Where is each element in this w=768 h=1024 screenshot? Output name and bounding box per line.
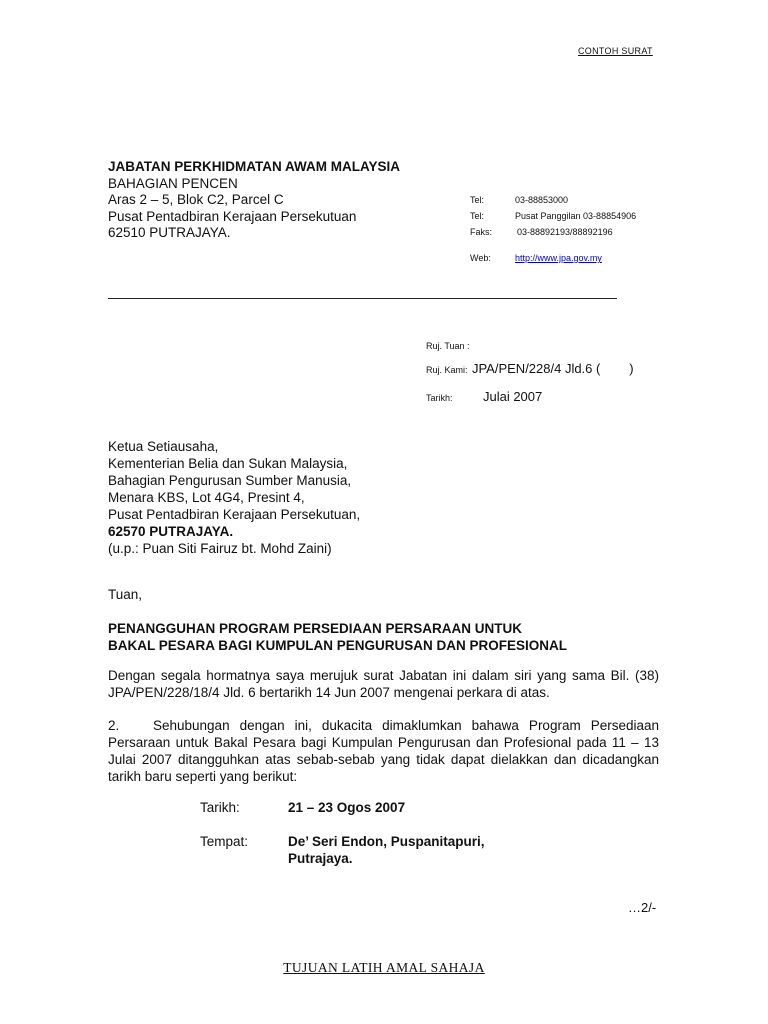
tarikh-row xyxy=(426,388,542,406)
tel-label: Tel: xyxy=(470,195,485,205)
detail-tempat-value: De’ Seri Endon, Puspanitapuri, xyxy=(288,834,485,849)
recipient-line: Menara KBS, Lot 4G4, Presint 4, xyxy=(108,490,305,505)
recipient-line: Bahagian Pengurusan Sumber Manusia, xyxy=(108,473,352,488)
organization-address xyxy=(108,159,400,242)
salutation: Tuan, xyxy=(108,587,143,602)
subject-line: PENANGGUHAN PROGRAM PERSEDIAAN PERSARAAN UNTUK xyxy=(108,621,523,636)
contact-tel-row xyxy=(470,195,568,205)
tarikh-label: Tarikh: xyxy=(426,393,453,403)
body-paragraph-1: Dengan segala hormatnya saya merujuk surat Jabatan ini dalam siri yang sama Bil. (38) JPA/PEN/228/18/4 Jld. 6 bertarikh 14 Jun 2007 mengenai perkara di atas. xyxy=(108,668,659,700)
detail-tarikh-value: 21 – 23 Ogos 2007 xyxy=(288,800,406,815)
call-centre-value: Pusat Panggilan 03-88854906 xyxy=(515,211,637,221)
tarikh-value: Julai 2007 xyxy=(482,389,543,404)
org-name: JABATAN PERKHIDMATAN AWAM MALAYSIA xyxy=(108,159,400,174)
org-address-line: 62510 PUTRAJAYA. xyxy=(108,225,231,240)
recipient-line: Pusat Pentadbiran Kerajaan Persekutuan, xyxy=(108,507,361,522)
contact-call-centre-row xyxy=(470,211,636,221)
website-link[interactable]: http://www.jpa.gov.my xyxy=(515,253,602,263)
recipient-line: Kementerian Belia dan Sukan Malaysia, xyxy=(108,456,348,471)
org-address-line: Aras 2 – 5, Blok C2, Parcel C xyxy=(108,192,284,207)
header-divider xyxy=(108,298,617,299)
recipient-address xyxy=(108,438,360,557)
body-paragraph-2 xyxy=(108,717,659,785)
contoh-surat-label: CONTOH SURAT xyxy=(578,46,653,56)
contact-web-row xyxy=(470,253,602,263)
tel-value: 03-88853000 xyxy=(515,195,569,205)
detail-tempat-value: Putrajaya. xyxy=(288,851,353,866)
recipient-postcode: 62570 PUTRAJAYA. xyxy=(108,524,234,539)
page-continuation-marker: …2/- xyxy=(628,900,657,915)
org-division: BAHAGIAN PENCEN xyxy=(108,175,238,191)
ruj-kami-value: JPA/PEN/228/4 Jld.6 ( ) xyxy=(471,361,634,376)
ruj-tuan-label: Ruj. Tuan : xyxy=(426,341,470,351)
recipient-line: Ketua Setiausaha, xyxy=(108,439,219,454)
ruj-kami-row xyxy=(426,360,634,378)
org-address-line: Pusat Pentadbiran Kerajaan Persekutuan xyxy=(108,208,357,224)
subject-line: BAKAL PESARA BAGI KUMPULAN PENGURUSAN DAN PROFESIONAL xyxy=(108,638,568,653)
detail-tempat-label: Tempat: xyxy=(200,834,249,849)
detail-tarikh-label: Tarikh: xyxy=(200,800,240,815)
footer-watermark-text: TUJUAN LATIH AMAL SAHAJA xyxy=(283,960,485,975)
letter-subject xyxy=(108,620,567,654)
ruj-tuan-row xyxy=(426,336,470,354)
tel-label: Tel: xyxy=(470,211,485,221)
paragraph-text: Sehubungan dengan ini, dukacita dimaklumkan bahawa Program Persediaan Persaraan untuk Bakal Pesara bagi Kumpulan Pengurusan dan Profesional pada 11 – 13 Julai 2007 ditangguhkan atas sebab-sebab yang tidak dapat dielakkan dan dicadangkan tarikh baru seperti yang berikut: xyxy=(108,718,659,784)
ruj-kami-label: Ruj. Kami: xyxy=(426,365,468,375)
contact-fax-row xyxy=(470,227,613,237)
fax-value: 03-88892193/88892196 xyxy=(517,227,613,237)
web-label: Web: xyxy=(470,253,491,263)
recipient-attention: (u.p.: Puan Siti Fairuz bt. Mohd Zaini) xyxy=(108,541,332,556)
paragraph-number: 2. xyxy=(108,718,120,733)
fax-label: Faks: xyxy=(470,227,493,237)
